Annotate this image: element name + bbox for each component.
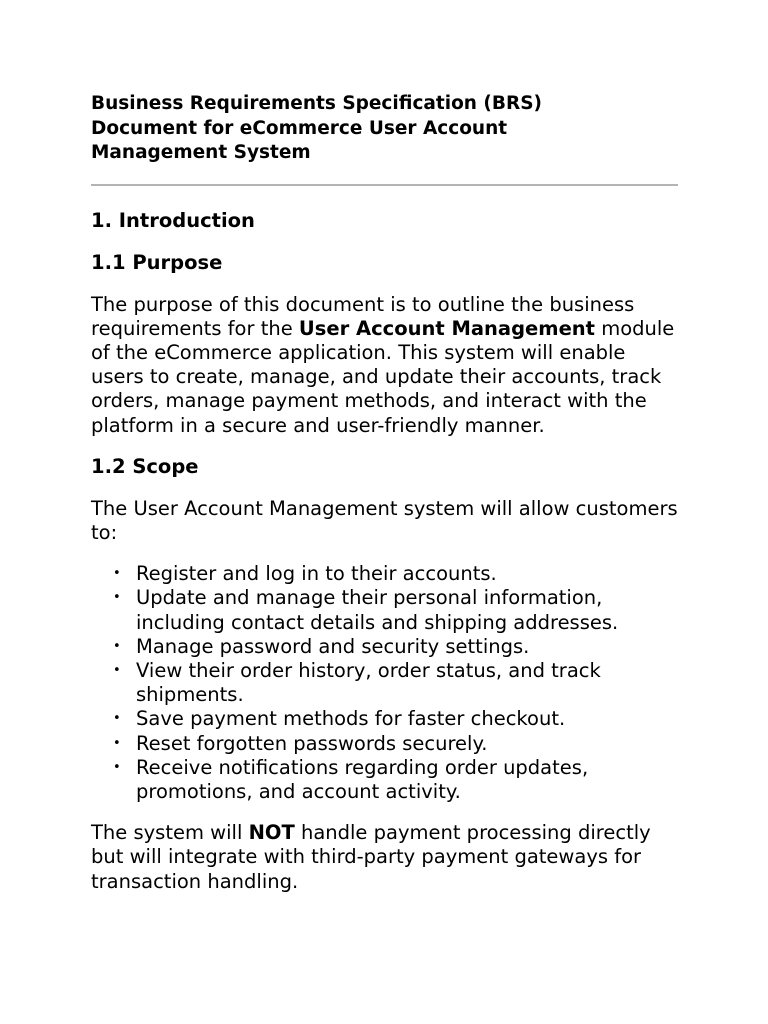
- list-item: • Receive notifications regarding order updates, promotions, and account activity.: [136, 756, 681, 804]
- list-item: • Update and manage their personal information, including contact details and shipping addresses.: [136, 586, 681, 634]
- scope-intro: The User Account Management system will allow customers to:: [91, 496, 678, 544]
- scope-list: [91, 562, 681, 804]
- purpose-text-before: The purpose of this document is to outline the business requirements for the: [91, 292, 635, 340]
- document-title: Business Requirements Specification (BRS) Document for eCommerce User Account Management System: [91, 93, 542, 163]
- introduction-heading: 1. Introduction: [91, 208, 255, 232]
- note-text-bold: NOT: [248, 821, 295, 845]
- purpose-paragraph: [91, 293, 681, 438]
- note-text-after: handle payment processing directly but will integrate with third-party payment gateways for transaction handling.: [91, 821, 651, 893]
- scope-heading: 1.2 Scope: [91, 454, 199, 478]
- list-item: • View their order history, order status, and track shipments.: [136, 659, 681, 707]
- list-item: • Manage password and security settings.: [136, 635, 681, 659]
- scope-note: [91, 821, 681, 894]
- document-page: [91, 92, 681, 894]
- note-text-before: The system will: [91, 821, 249, 845]
- purpose-text-bold: User Account Management: [298, 316, 595, 340]
- list-item: • Register and log in to their accounts.: [136, 562, 681, 586]
- purpose-heading: 1.1 Purpose: [91, 250, 223, 274]
- list-item: • Save payment methods for faster checkout.: [136, 707, 681, 731]
- purpose-text-after: module of the eCommerce application. This system will enable users to create, manage, and update their accounts, track orders, manage payment methods, and interact with the platform in a secure and user-friendly manner.: [91, 316, 675, 437]
- list-item: • Reset forgotten passwords securely.: [136, 732, 681, 756]
- title-divider: [91, 184, 678, 186]
